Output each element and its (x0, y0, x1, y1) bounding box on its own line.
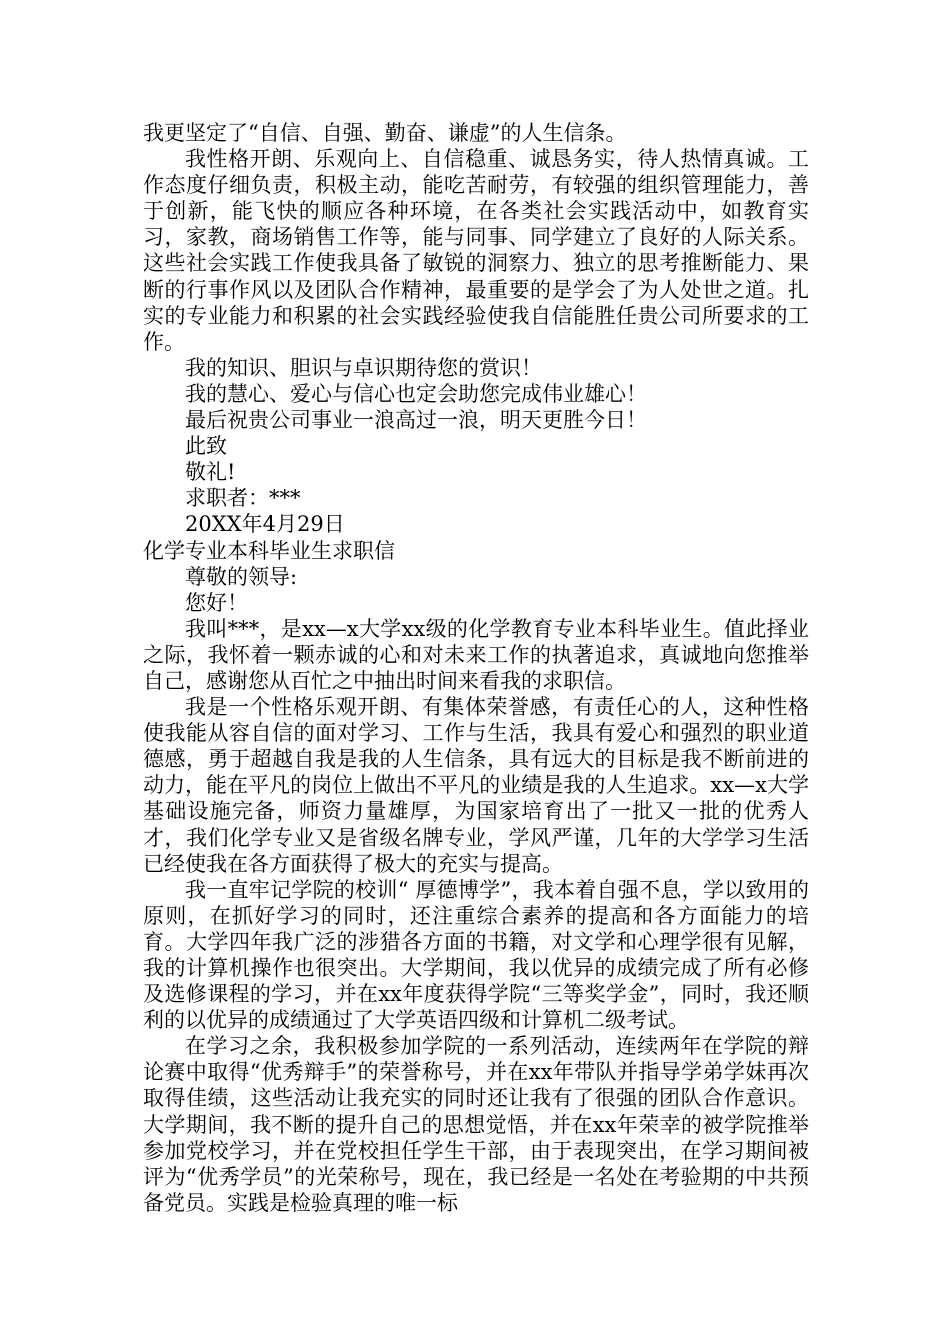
paragraph-4: 我的慧心、爱心与信心也定会助您完成伟业雄心！ (185, 381, 647, 406)
section-title: 化学专业本科毕业生求职信 (143, 538, 395, 563)
paragraph-intro: 我叫***，是xx—x大学xx级的化学教育专业本科毕业生。值此择业之际，我怀着一颗赤诚的心和对未来工作的执著追求，真诚地向您推举自己，感谢您从百忙之中抽出时间来看我的求职信。 (143, 616, 809, 693)
closing-salutation: 此致 (185, 434, 227, 459)
greeting-hello: 您好！ (185, 590, 248, 615)
greeting-recipient: 尊敬的领导: (185, 564, 298, 589)
closing-regards: 敬礼! (185, 460, 236, 485)
paragraph-5: 最后祝贵公司事业一浪高过一浪，明天更胜今日！ (185, 408, 647, 433)
paragraph-3: 我的知识、胆识与卓识期待您的赏识！ (185, 355, 542, 380)
date: 20XX年4月29日 (185, 512, 345, 537)
paragraph-1: 我更坚定了“自信、自强、勤奋、谦虚”的人生信条。 (143, 121, 627, 145)
paragraph-personality: 我是一个性格乐观开朗、有集体荣誉感，有责任心的人，这种性格使我能从容自信的面对学习、工作与生活，我具有爱心和强烈的职业道德感，勇于超越自我是我的人生信条，具有远大的目标是我不断前进的动力，能在平凡的岗位上做出不平凡的业绩是我的人生追求。xx—x大学基础设施完备，师资力量雄厚，为国家培育出了一批又一批的优秀人才，我们化学专业又是省级名牌专业，学风严谨，几年的大学学习生活已经使我在各方面获得了极大的充实与提高。 (143, 695, 809, 876)
paragraph-2: 我性格开朗、乐观向上、自信稳重、诚恳务实，待人热情真诚。工作态度仔细负责，积极主动，能吃苦耐劳，有较强的组织管理能力，善于创新，能飞快的顺应各种环境，在各类社会实践活动中，如教育实习，家教，商场销售工作等，能与同事、同学建立了良好的人际关系。这些社会实践工作使我具备了敏锐的洞察力、独立的思考推断能力、果断的行事作风以及团队合作精神，最重要的是学会了为人处世之道。扎实的专业能力和积累的社会实践经验使我自信能胜任贵公司所要求的工作。 (143, 147, 809, 354)
signature: 求职者：*** (185, 486, 301, 511)
letter-body (143, 120, 809, 1216)
paragraph-activities: 在学习之余，我积极参加学院的一系列活动，连续两年在学院的辩论赛中取得“优秀辩手”的荣誉称号，并在xx年带队并指导学弟学妹再次取得佳绩，这些活动让我充实的同时还让我有了很强的团队合作意识。大学期间，我不断的提升自己的思想觉悟，并在xx年荣幸的被学院推举参加党校学习，并在党校担任学生干部，由于表现突出，在学习期间被评为“优秀学员”的光荣称号，现在，我已经是一名处在考验期的中共预备党员。实践是检验真理的唯一标 (143, 1034, 809, 1215)
paragraph-study: 我一直牢记学院的校训“ 厚德博学”，我本着自强不息，学以致用的原则，在抓好学习的同时，还注重综合素养的提高和各方面能力的培育。大学四年我广泛的涉猎各方面的书籍，对文学和心理学很有见解，我的计算机操作也很突出。大学期间，我以优异的成绩完成了所有必修及选修课程的学习，并在xx年度获得学院“三等奖学金”，同时，我还顺利的以优异的成绩通过了大学英语四级和计算机二级考试。 (143, 877, 809, 1033)
